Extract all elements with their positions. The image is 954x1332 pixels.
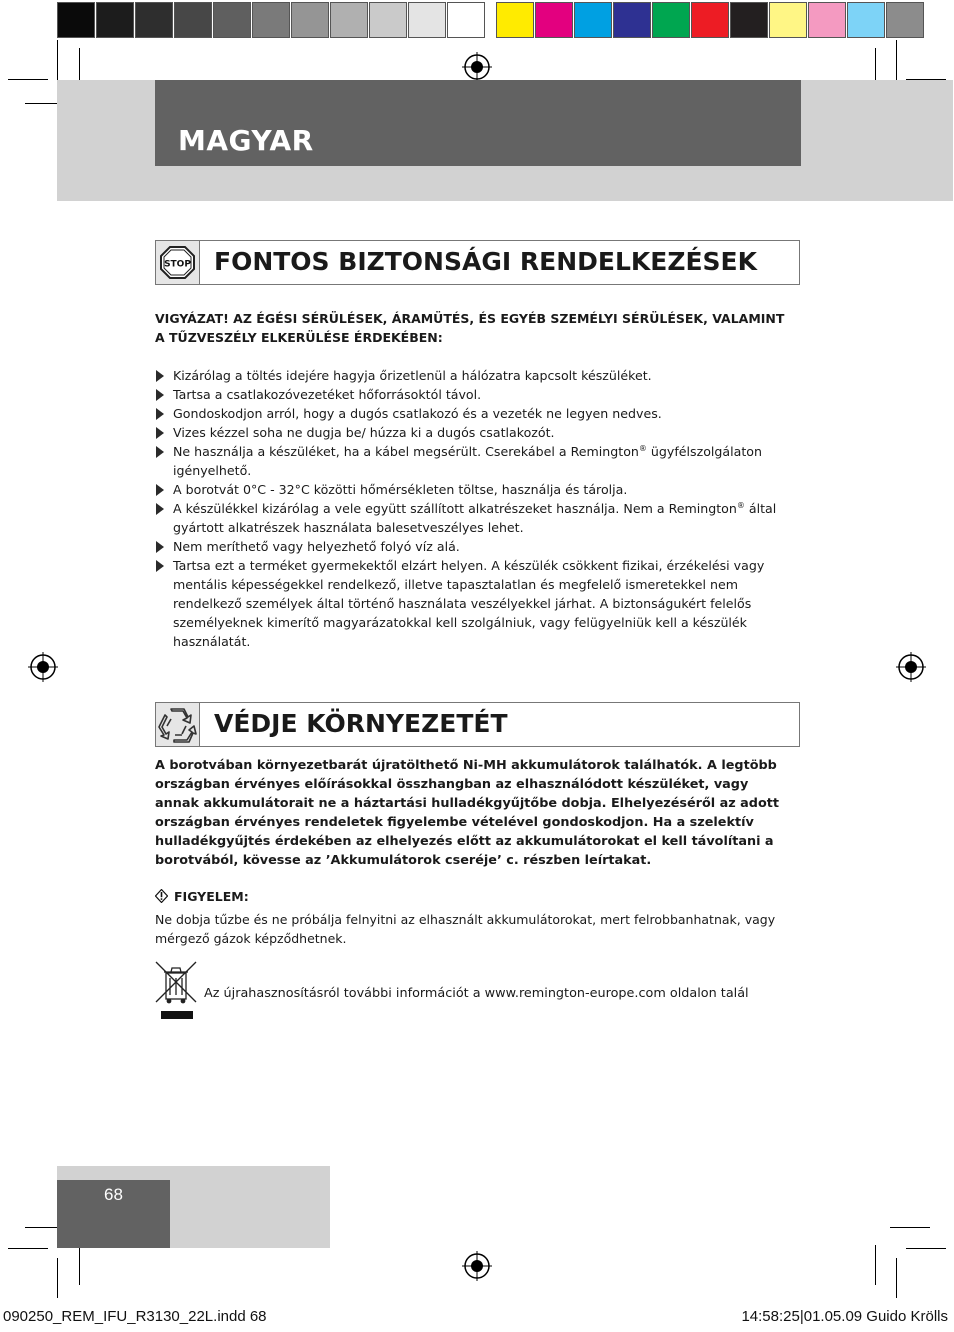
crop-mark (79, 1245, 80, 1285)
list-item: Ne használja a készüléket, ha a kábel megsérült. Cserekábel a Remington® ügyfélszolgálaton igényelhető. (155, 442, 795, 480)
bullet-triangle-icon (156, 484, 164, 496)
environment-paragraph: A borotvában környezetbarát újratölthető Ni-MH akkumulátorok találhatók. A legtöbb országban érvényes előírásokkal összhangban az elhasználódott készüléket, vagy annak akkumulátorait ne a háztartási hulladékgyűjtőbe dobja. Elhelyezéséről az adott országban érvényes rendeletek figyelembe vételével gondoskodjon. Ha a szelektív hulladékgyűjtés érdekében az elhelyezés előtt az akkumulátorokat el kell távolítani a borotvából, kövesse az ’Akkumulátorok cseréje’ c. részben leírtakat. (155, 758, 779, 868)
color-swatch (886, 2, 924, 38)
bullet-triangle-icon (156, 541, 164, 553)
stop-sign-icon (156, 241, 200, 284)
color-swatch (252, 2, 290, 38)
swatch-gap (486, 2, 496, 38)
color-swatch (96, 2, 134, 38)
registration-mark-icon (896, 652, 926, 682)
color-swatch (769, 2, 807, 38)
safety-warning-heading: VIGYÁZAT! AZ ÉGÉSI SÉRÜLÉSEK, ÁRAMÜTÉS, ÉS EGYÉB SZEMÉLYI SÉRÜLÉSEK, VALAMINT A TŰZVESZÉLY ELKERÜLÉSE ÉRDEKÉBEN: (155, 311, 785, 345)
color-swatch (369, 2, 407, 38)
list-item: Gondoskodjon arról, hogy a dugós csatlakozó és a vezeték ne legyen nedves. (155, 404, 795, 423)
crop-mark (875, 1245, 876, 1285)
crop-mark (890, 1227, 930, 1228)
page-number: 68 (104, 1185, 123, 1204)
crossed-bin-icon (155, 961, 197, 1021)
language-title: MAGYAR (178, 124, 314, 157)
crop-mark (57, 40, 58, 80)
crop-mark (8, 79, 48, 80)
color-swatch (135, 2, 173, 38)
color-swatch (808, 2, 846, 38)
list-item: A készülékkel kizárólag a vele együtt szállított alkatrészeket használja. Nem a Remington® által gyártott alkatrészek használata balesetveszélyes lehet. (155, 499, 795, 537)
registration-mark-icon (28, 652, 58, 682)
bullet-triangle-icon (156, 389, 164, 401)
color-swatch (213, 2, 251, 38)
bullet-triangle-icon (156, 446, 164, 458)
crop-mark (57, 1258, 58, 1298)
crop-mark (896, 1258, 897, 1298)
color-calibration-bar (57, 2, 925, 38)
color-swatch (691, 2, 729, 38)
crop-mark (896, 40, 897, 80)
bullet-triangle-icon (156, 408, 164, 420)
list-item: Kizárólag a töltés idejére hagyja őrizetlenül a hálózatra kapcsolt készüléket. (155, 366, 795, 385)
timestamp-slug: 14:58:25|01.05.09 Guido Krölls (741, 1308, 948, 1325)
color-swatch (535, 2, 573, 38)
registration-mark-icon (462, 1251, 492, 1281)
list-item: Nem meríthető vagy helyezhető folyó víz alá. (155, 537, 795, 556)
safety-section-title: FONTOS BIZTONSÁGI RENDELKEZÉSEK (214, 247, 757, 276)
color-swatch (496, 2, 534, 38)
color-swatch (57, 2, 95, 38)
bullet-triangle-icon (156, 503, 164, 515)
caution-icon (155, 889, 168, 903)
color-swatch (652, 2, 690, 38)
color-swatch (613, 2, 651, 38)
list-item: A borotvát 0°C - 32°C közötti hőmérsékleten töltse, használja és tárolja. (155, 480, 795, 499)
environment-section-header (155, 702, 800, 747)
color-swatch (330, 2, 368, 38)
safety-instructions-list (155, 366, 795, 651)
list-item: Tartsa ezt a terméket gyermekektől elzárt helyen. A készülék csökkent fizikai, érzékelési vagy mentális képességekkel rendelkező, illetve tapasztalatlan és megfelelő ismeretekkel nem rendelkező személyek által történő használata veszélyekkel járhat. A biztonságukért felelős személyeknek kimerítő magyarázatokkal kell szolgálniuk, vagy felügyelniük kell a készülék használatát. (155, 556, 795, 651)
recycle-icon (156, 703, 200, 746)
caution-heading (155, 889, 249, 904)
stop-sign-label: STOP (164, 259, 191, 270)
color-swatch (574, 2, 612, 38)
registration-mark-icon (462, 52, 492, 82)
color-swatch (408, 2, 446, 38)
list-item: Tartsa a csatlakozóvezetéket hőforrásoktól távol. (155, 385, 795, 404)
color-swatch (447, 2, 485, 38)
caution-text: Ne dobja tűzbe és ne próbálja felnyitni az elhasznált akkumulátorokat, mert felrobbanhatnak, vagy mérgező gázok képződhetnek. (155, 912, 776, 946)
crop-mark (8, 1248, 48, 1249)
environment-section-title: VÉDJE KÖRNYEZETÉT (214, 709, 508, 738)
color-swatch (730, 2, 768, 38)
bullet-triangle-icon (156, 427, 164, 439)
recycling-info-text: Az újrahasznosításról további információt a www.remington-europe.com oldalon talál (204, 986, 749, 1001)
bullet-triangle-icon (156, 370, 164, 382)
crop-mark (906, 1248, 946, 1249)
bullet-triangle-icon (156, 560, 164, 572)
safety-section-header (155, 240, 800, 285)
color-swatch (174, 2, 212, 38)
caution-label: FIGYELEM: (174, 889, 249, 904)
list-item: Vizes kézzel soha ne dugja be/ húzza ki a dugós csatlakozót. (155, 423, 795, 442)
color-swatch (291, 2, 329, 38)
color-swatch (847, 2, 885, 38)
file-slug: 090250_REM_IFU_R3130_22L.indd 68 (3, 1308, 267, 1325)
